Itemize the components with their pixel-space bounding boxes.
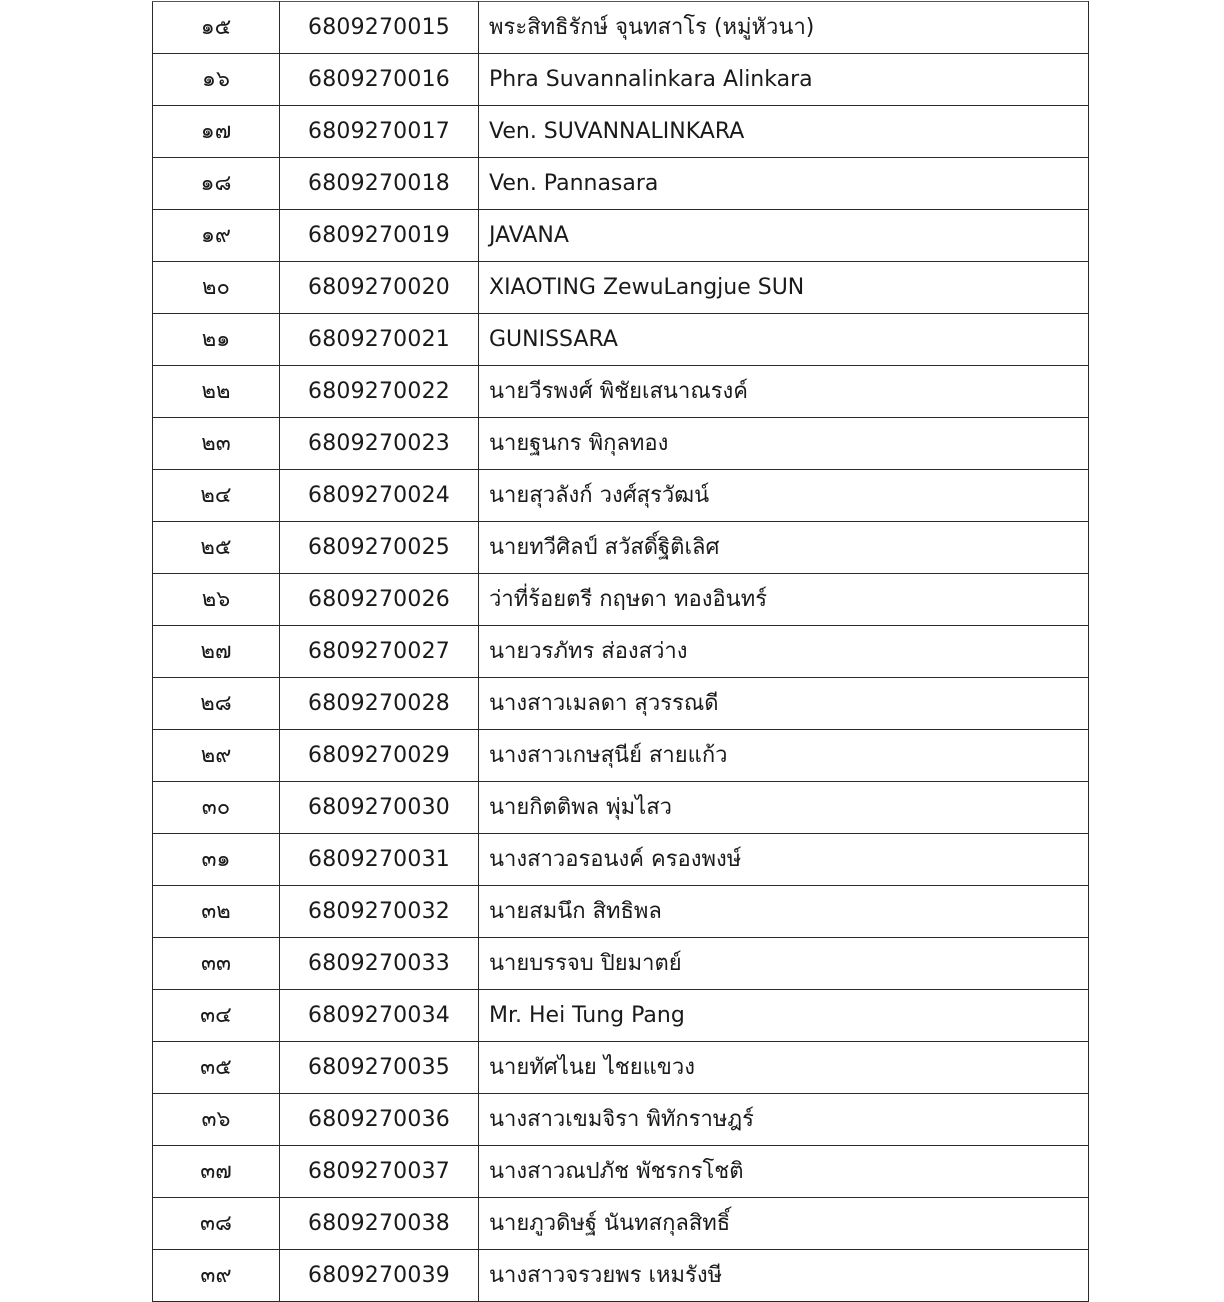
table-row	[153, 262, 1089, 314]
table-row	[153, 1042, 1089, 1094]
student-id-cell: 6809270028	[280, 678, 479, 730]
table-row	[153, 834, 1089, 886]
name-cell: JAVANA	[479, 210, 1089, 262]
student-id-cell: 6809270020	[280, 262, 479, 314]
table-row	[153, 730, 1089, 782]
student-id-cell: 6809270029	[280, 730, 479, 782]
name-cell: Ven. SUVANNALINKARA	[479, 106, 1089, 158]
name-cell: GUNISSARA	[479, 314, 1089, 366]
row-number-cell: ๓๓	[153, 938, 280, 990]
name-cell: นายสมนึก สิทธิพล	[479, 886, 1089, 938]
student-id-cell: 6809270033	[280, 938, 479, 990]
table-row	[153, 470, 1089, 522]
table-row	[153, 1198, 1089, 1250]
table-row	[153, 886, 1089, 938]
row-number-cell: ๒๙	[153, 730, 280, 782]
name-cell: XIAOTING ZewuLangjue SUN	[479, 262, 1089, 314]
table-row	[153, 1146, 1089, 1198]
table-row	[153, 418, 1089, 470]
table-row	[153, 2, 1089, 54]
name-cell: นางสาวณปภัช พัชรกรโชติ	[479, 1146, 1089, 1198]
table-row	[153, 678, 1089, 730]
row-number-cell: ๓๐	[153, 782, 280, 834]
table-row	[153, 366, 1089, 418]
table-row	[153, 158, 1089, 210]
table-row	[153, 574, 1089, 626]
student-id-cell: 6809270022	[280, 366, 479, 418]
table-row	[153, 626, 1089, 678]
student-id-cell: 6809270032	[280, 886, 479, 938]
row-number-cell: ๓๗	[153, 1146, 280, 1198]
name-cell: นายภูวดิษฐ์ นันทสกุลสิทธิ์	[479, 1198, 1089, 1250]
row-number-cell: ๒๓	[153, 418, 280, 470]
name-cell: พระสิทธิรักษ์ จุนทสาโร (หมู่หัวนา)	[479, 2, 1089, 54]
student-id-cell: 6809270035	[280, 1042, 479, 1094]
row-number-cell: ๓๒	[153, 886, 280, 938]
row-number-cell: ๓๘	[153, 1198, 280, 1250]
table-row	[153, 1094, 1089, 1146]
student-id-cell: 6809270021	[280, 314, 479, 366]
student-id-cell: 6809270027	[280, 626, 479, 678]
name-cell: นางสาวจรวยพร เหมรังษี	[479, 1250, 1089, 1302]
row-number-cell: ๒๖	[153, 574, 280, 626]
table-row	[153, 106, 1089, 158]
name-cell: นางสาวเมลดา สุวรรณดี	[479, 678, 1089, 730]
table-row	[153, 1250, 1089, 1302]
name-cell: นางสาวเกษสุนีย์ สายแก้ว	[479, 730, 1089, 782]
student-id-cell: 6809270019	[280, 210, 479, 262]
table-row	[153, 782, 1089, 834]
row-number-cell: ๑๘	[153, 158, 280, 210]
student-id-cell: 6809270039	[280, 1250, 479, 1302]
row-number-cell: ๒๑	[153, 314, 280, 366]
name-cell: นายวีรพงศ์ พิชัยเสนาณรงค์	[479, 366, 1089, 418]
student-id-cell: 6809270030	[280, 782, 479, 834]
name-cell: นางสาวเขมจิรา พิทักราษฎร์	[479, 1094, 1089, 1146]
name-cell: Phra Suvannalinkara Alinkara	[479, 54, 1089, 106]
name-cell: นายกิตติพล พุ่มไสว	[479, 782, 1089, 834]
student-id-cell: 6809270026	[280, 574, 479, 626]
student-id-cell: 6809270031	[280, 834, 479, 886]
row-number-cell: ๒๘	[153, 678, 280, 730]
table-row	[153, 522, 1089, 574]
row-number-cell: ๓๔	[153, 990, 280, 1042]
student-id-cell: 6809270016	[280, 54, 479, 106]
name-cell: นายฐนกร พิกุลทอง	[479, 418, 1089, 470]
name-cell: นายสุวลังก์ วงศ์สุรวัฒน์	[479, 470, 1089, 522]
row-number-cell: ๒๐	[153, 262, 280, 314]
table-row	[153, 938, 1089, 990]
student-id-cell: 6809270037	[280, 1146, 479, 1198]
table-row	[153, 210, 1089, 262]
student-id-cell: 6809270038	[280, 1198, 479, 1250]
row-number-cell: ๒๕	[153, 522, 280, 574]
student-id-cell: 6809270017	[280, 106, 479, 158]
student-id-cell: 6809270023	[280, 418, 479, 470]
row-number-cell: ๑๙	[153, 210, 280, 262]
row-number-cell: ๒๗	[153, 626, 280, 678]
student-id-cell: 6809270024	[280, 470, 479, 522]
table-body	[153, 2, 1089, 1302]
name-cell: ว่าที่ร้อยตรี กฤษดา ทองอินทร์	[479, 574, 1089, 626]
name-list-table	[152, 1, 1089, 1302]
row-number-cell: ๒๒	[153, 366, 280, 418]
table-row	[153, 314, 1089, 366]
table-row	[153, 54, 1089, 106]
row-number-cell: ๑๕	[153, 2, 280, 54]
student-id-cell: 6809270025	[280, 522, 479, 574]
row-number-cell: ๑๖	[153, 54, 280, 106]
student-id-cell: 6809270015	[280, 2, 479, 54]
student-id-cell: 6809270018	[280, 158, 479, 210]
row-number-cell: ๓๖	[153, 1094, 280, 1146]
table-row	[153, 990, 1089, 1042]
name-cell: Mr. Hei Tung Pang	[479, 990, 1089, 1042]
student-id-cell: 6809270036	[280, 1094, 479, 1146]
row-number-cell: ๑๗	[153, 106, 280, 158]
name-cell: นายวรภัทร ส่องสว่าง	[479, 626, 1089, 678]
student-id-cell: 6809270034	[280, 990, 479, 1042]
name-cell: นายบรรจบ ปิยมาตย์	[479, 938, 1089, 990]
name-cell: Ven. Pannasara	[479, 158, 1089, 210]
row-number-cell: ๒๔	[153, 470, 280, 522]
row-number-cell: ๓๑	[153, 834, 280, 886]
name-cell: นางสาวอรอนงค์ ครองพงษ์	[479, 834, 1089, 886]
row-number-cell: ๓๙	[153, 1250, 280, 1302]
name-cell: นายทวีศิลป์ สวัสดิ์ฐิติเลิศ	[479, 522, 1089, 574]
name-cell: นายทัศไนย ไชยแขวง	[479, 1042, 1089, 1094]
row-number-cell: ๓๕	[153, 1042, 280, 1094]
